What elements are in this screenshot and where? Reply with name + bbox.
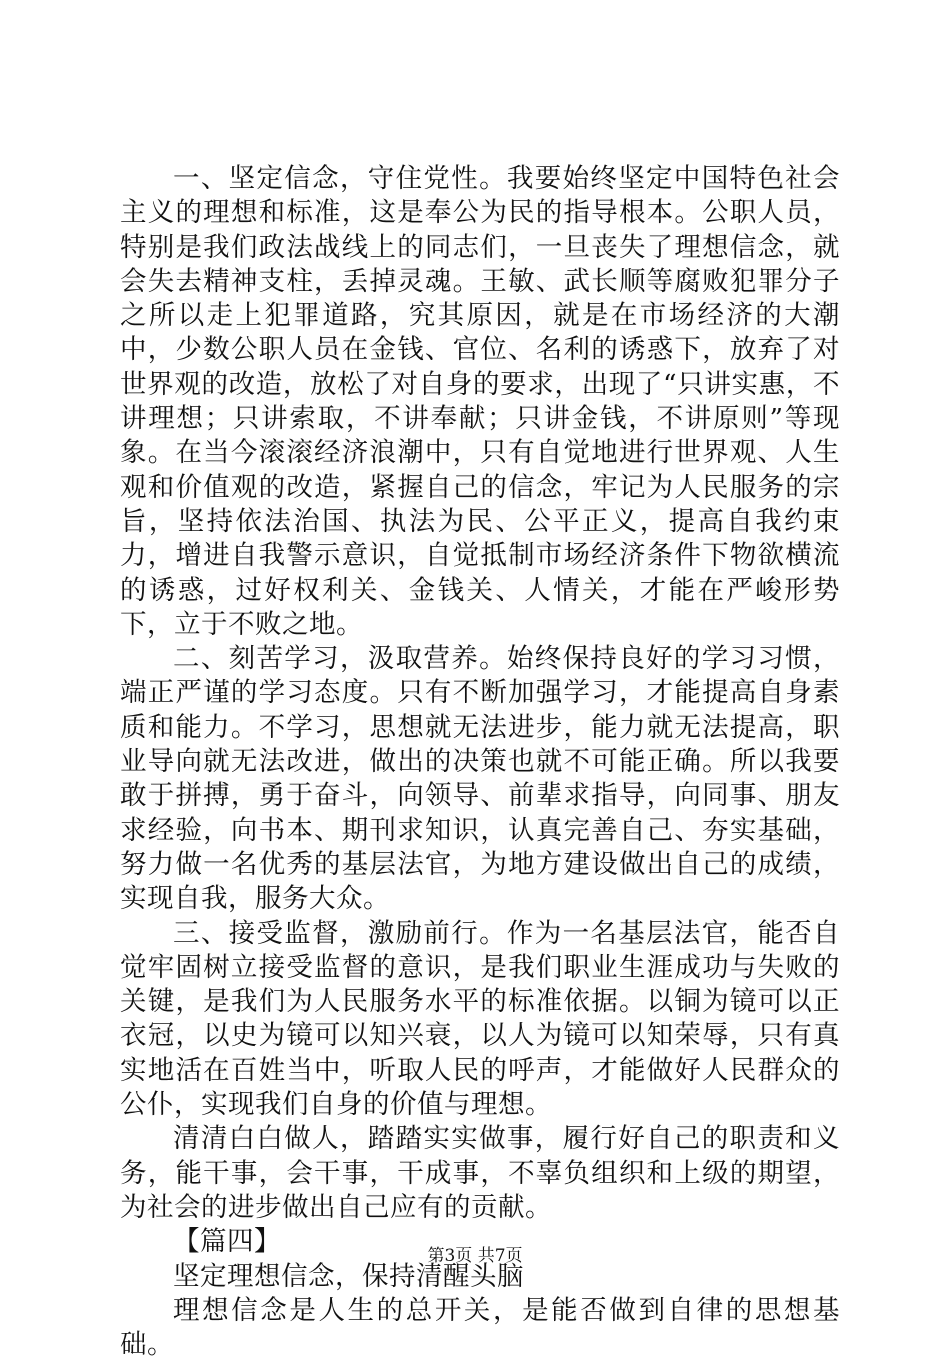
paragraph-ideals: 理想信念是人生的总开关，是能否做到自律的思想基础。 (120, 1294, 840, 1361)
page-number-footer: 第3页 共7页 (427, 1246, 523, 1266)
paragraph-faith: 一、坚定信念，守住党性。我要始终坚定中国特色社会主义的理想和标准，这是奉公为民的指导根本。公职人员，特别是我们政法战线上的同志们，一旦丧失了理想信念，就会失去精神支柱，丢掉灵魂。王敏、武长顺等腐败犯罪分子之所以走上犯罪道路，究其原因，就是在市场经济的大潮中，少数公职人员在金钱、官位、名利的诱惑下，放弃了对世界观的改造，放松了对自身的要求，出现了“只讲实惠，不讲理想；只讲索取，不讲奉献；只讲金钱，不讲原则”等现象。在当今滚滚经济浪潮中，只有自觉地进行世界观、人生观和价值观的改造，紧握自己的信念，牢记为人民服务的宗旨，坚持依法治国、执法为民、公平正义，提高自我约束力，增进自我警示意识，自觉抵制市场经济条件下物欲横流的诱惑，过好权利关、金钱关、人情关，才能在严峻形势下，立于不败之地。 (120, 163, 840, 640)
paragraph-conclusion: 清清白白做人，踏踏实实做事，履行好自己的职责和义务，能干事，会干事，干成事，不辜负组织和上级的期望，为社会的进步做出自己应有的贡献。 (120, 1123, 840, 1223)
paragraph-supervision: 三、接受监督，激励前行。作为一名基层法官，能否自觉牢固树立接受监督的意识，是我们职业生涯成功与失败的关键，是我们为人民服务水平的标准依据。以铜为镜可以正衣冠，以史为镜可以知兴衰，以人为镜可以知荣辱，只有真实地活在百姓当中，听取人民的呼声，才能做好人民群众的公仆，实现我们自身的价值与理想。 (120, 917, 840, 1121)
document-body (120, 162, 840, 1362)
section-subtitle: 坚定理想信念，保持清醒头脑 (173, 1260, 524, 1292)
paragraph-study: 二、刻苦学习，汲取营养。始终保持良好的学习习惯，端正严谨的学习态度。只有不断加强学习，才能提高自身素质和能力。不学习，思想就无法进步，能力就无法提高，职业导向就无法改进，做出的决策也就不可能正确。所以我要敢于拼搏，勇于奋斗，向领导、前辈求指导，向同事、朋友求经验，向书本、期刊求知识，认真完善自己、夯实基础，努力做一名优秀的基层法官，为地方建设做出自己的成绩，实现自我，服务大众。 (120, 643, 840, 915)
section-heading-part-four: 【篇四】 (173, 1226, 281, 1258)
